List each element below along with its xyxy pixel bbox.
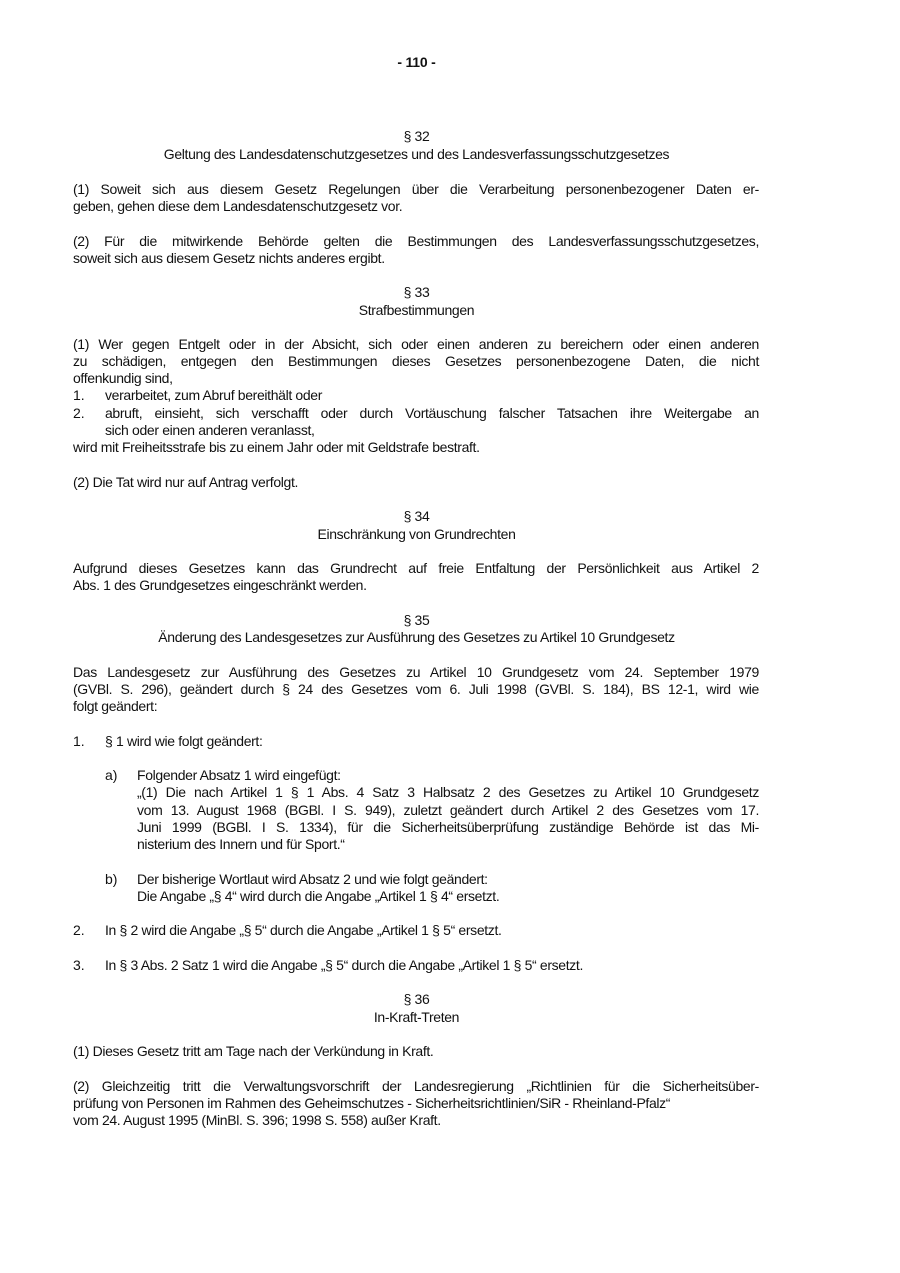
section-number: § 34 <box>403 508 430 524</box>
sublist-label: b) <box>105 871 118 887</box>
list-number: 2. <box>73 922 85 938</box>
section-title: In-Kraft-Treten <box>373 1009 460 1025</box>
paragraph-line: (1) Soweit sich aus diesem Gesetz Regelungen über die Verarbeitung personenbezogener Daten er- <box>73 181 759 197</box>
sublist-line: Folgender Absatz 1 wird eingefügt: <box>137 767 341 783</box>
section-title: Änderung des Landesgesetzes zur Ausführung des Gesetzes zu Artikel 10 Grundgesetz <box>158 629 675 645</box>
paragraph-line: soweit sich aus diesem Gesetz nichts anderes ergibt. <box>73 250 385 266</box>
section-number: § 32 <box>403 128 430 144</box>
paragraph-line: zu schädigen, entgegen den Bestimmungen dieses Gesetzes personenbezogene Daten, die nicht <box>73 353 759 369</box>
list-item: sich oder einen anderen veranlasst, <box>105 422 315 438</box>
paragraph-line: wird mit Freiheitsstrafe bis zu einem Jahr oder mit Geldstrafe bestraft. <box>73 439 480 455</box>
paragraph-line: (GVBl. S. 296), geändert durch § 24 des Gesetzes vom 6. Juli 1998 (GVBl. S. 184), BS 12-1, wird wie <box>73 681 759 697</box>
paragraph-line: Aufgrund dieses Gesetzes kann das Grundrecht auf freie Entfaltung der Persönlichkeit aus Artikel 2 <box>73 560 759 576</box>
sublist-line: „(1) Die nach Artikel 1 § 1 Abs. 4 Satz 3 Halbsatz 2 des Gesetzes zu Artikel 10 Grundgesetz <box>137 784 759 800</box>
list-number: 2. <box>73 405 85 421</box>
section-title: Einschränkung von Grundrechten <box>317 526 516 542</box>
paragraph-line: (1) Dieses Gesetz tritt am Tage nach der Verkündung in Kraft. <box>73 1043 434 1059</box>
paragraph-line: (2) Für die mitwirkende Behörde gelten die Bestimmungen des Landesverfassungsschutzgesetzes, <box>73 233 759 249</box>
list-item: verarbeitet, zum Abruf bereithält oder <box>105 387 323 403</box>
paragraph-line: geben, gehen diese dem Landesdatenschutzgesetz vor. <box>73 198 403 214</box>
paragraph-line: folgt geändert: <box>73 698 158 714</box>
paragraph-line: vom 24. August 1995 (MinBl. S. 396; 1998 S. 558) außer Kraft. <box>73 1112 441 1128</box>
sublist-line: Die Angabe „§ 4“ wird durch die Angabe „Artikel 1 § 4“ ersetzt. <box>137 888 500 904</box>
sublist-line: vom 13. August 1968 (BGBl. I S. 949), zuletzt geändert durch Artikel 2 des Gesetzes vom 17. <box>137 802 759 818</box>
list-item: § 1 wird wie folgt geändert: <box>105 733 263 749</box>
paragraph-line: (1) Wer gegen Entgelt oder in der Absicht, sich oder einen anderen zu bereichern oder einen anderen <box>73 336 759 352</box>
paragraph-line: prüfung von Personen im Rahmen des Geheimschutzes - Sicherheitsrichtlinien/SiR - Rheinland-Pfalz“ <box>73 1095 671 1111</box>
sublist-line: Der bisherige Wortlaut wird Absatz 2 und wie folgt geändert: <box>137 871 488 887</box>
section-title: Strafbestimmungen <box>358 302 475 318</box>
page-number: - 110 - <box>397 54 436 70</box>
paragraph-line: (2) Die Tat wird nur auf Antrag verfolgt. <box>73 474 299 490</box>
list-number: 1. <box>73 733 85 749</box>
list-item: In § 2 wird die Angabe „§ 5“ durch die Angabe „Artikel 1 § 5“ ersetzt. <box>105 922 502 938</box>
section-number: § 36 <box>403 991 430 1007</box>
list-number: 1. <box>73 387 85 403</box>
section-title: Geltung des Landesdatenschutzgesetzes und des Landesverfassungsschutzgesetzes <box>163 146 670 162</box>
paragraph-line: offenkundig sind, <box>73 370 173 386</box>
sublist-line: nisterium des Innern und für Sport.“ <box>137 836 345 852</box>
section-number: § 33 <box>403 284 430 300</box>
section-number: § 35 <box>403 612 430 628</box>
paragraph-line: (2) Gleichzeitig tritt die Verwaltungsvorschrift der Landesregierung „Richtlinien für die Sicherheitsüber- <box>73 1078 759 1094</box>
list-number: 3. <box>73 957 85 973</box>
list-item: In § 3 Abs. 2 Satz 1 wird die Angabe „§ 5“ durch die Angabe „Artikel 1 § 5“ ersetzt. <box>105 957 584 973</box>
sublist-label: a) <box>105 767 118 783</box>
sublist-line: Juni 1999 (BGBl. I S. 1334), für die Sicherheitsüberprüfung zuständige Behörde ist das Mi- <box>137 819 759 835</box>
paragraph-line: Das Landesgesetz zur Ausführung des Gesetzes zu Artikel 10 Grundgesetz vom 24. September 1979 <box>73 664 759 680</box>
list-item: abruft, einsieht, sich verschafft oder durch Vortäuschung falscher Tatsachen ihre Weitergabe an <box>105 405 759 421</box>
paragraph-line: Abs. 1 des Grundgesetzes eingeschränkt werden. <box>73 577 367 593</box>
